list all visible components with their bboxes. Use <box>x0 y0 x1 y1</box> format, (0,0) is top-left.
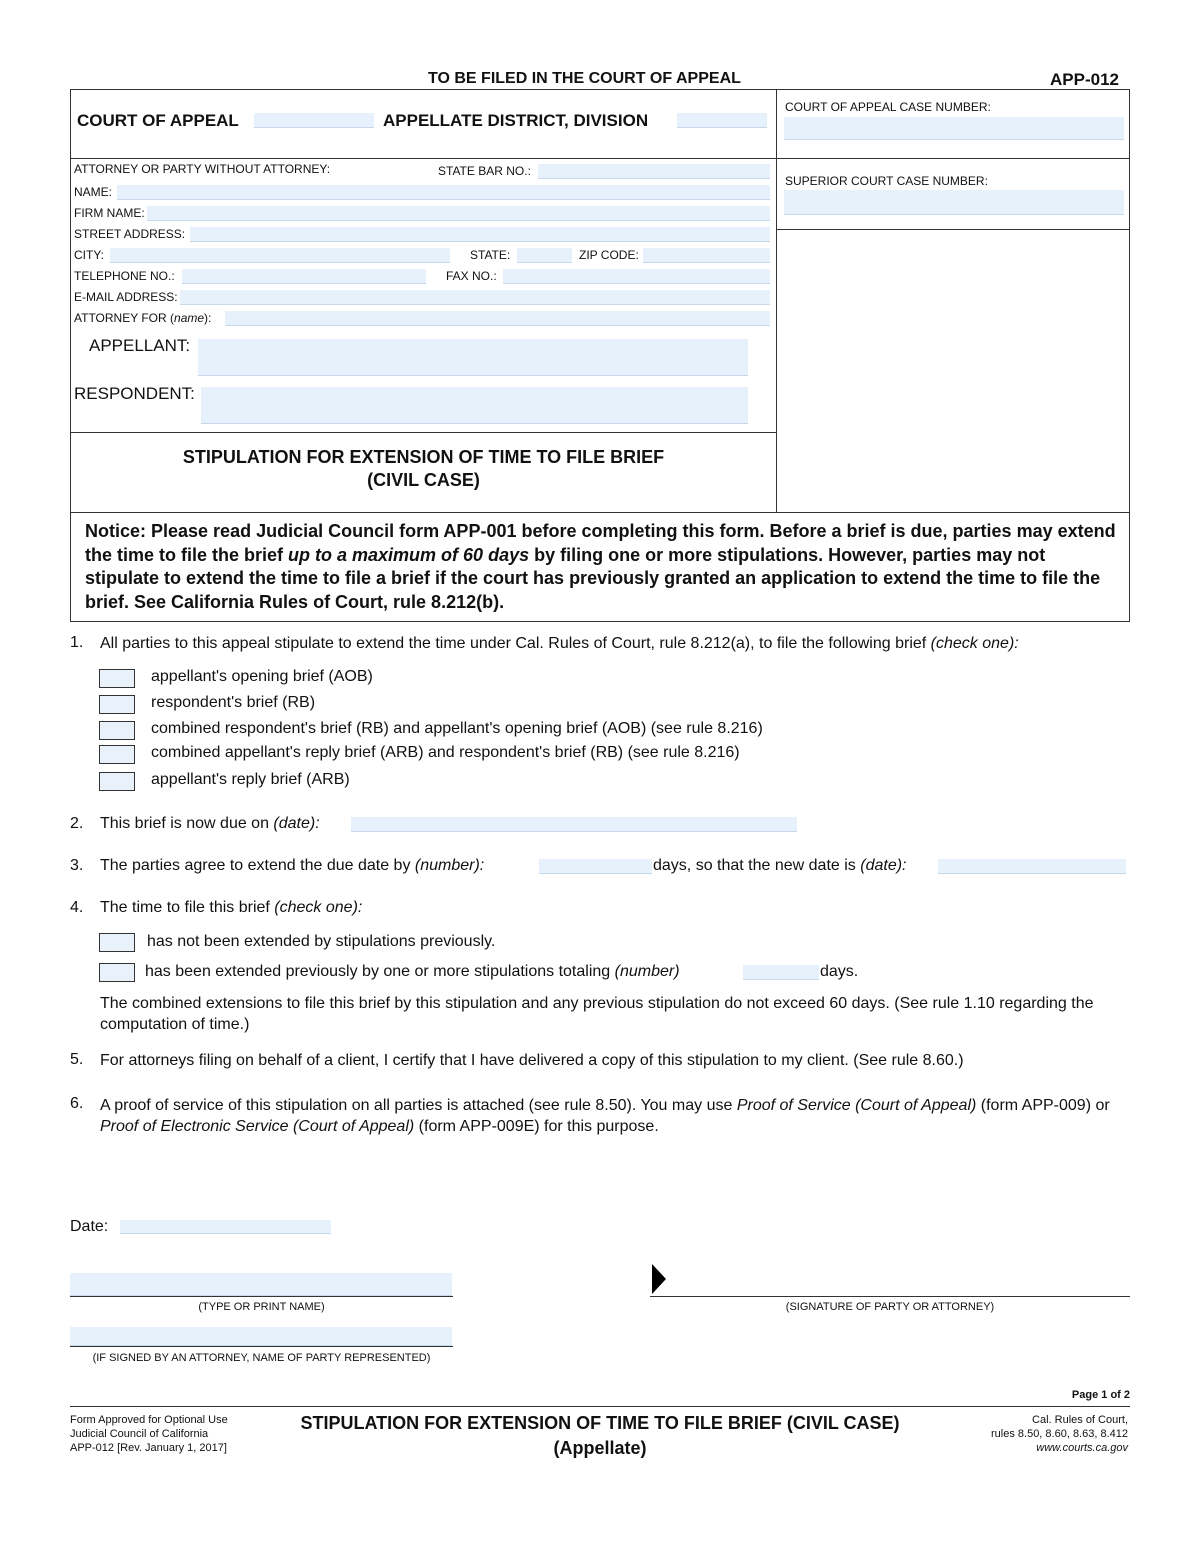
aob-option-label: appellant's opening brief (AOB) <box>151 668 373 685</box>
party-represented-line <box>70 1346 453 1347</box>
attorney-for-label <box>74 311 211 325</box>
appellate-district-label: APPELLATE DISTRICT, DIVISION <box>383 111 649 130</box>
footer-rules-label: Cal. Rules of Court, <box>1032 1414 1128 1426</box>
item6-text1: A proof of service of this stipulation on all parties is attached (see rule 8.50). You may use <box>100 1097 737 1114</box>
email-label: E-MAIL ADDRESS: <box>74 290 178 304</box>
attorney-for-prefix: ATTORNEY FOR ( <box>74 311 175 325</box>
footer-rules-list: rules 8.50, 8.60, 8.63, 8.412 <box>991 1428 1128 1440</box>
current-due-date-field[interactable] <box>351 817 797 832</box>
extended-days-label: days. <box>820 963 859 980</box>
footer-council: Judicial Council of California <box>70 1428 209 1440</box>
not-extended-label: has not been extended by stipulations previously. <box>147 933 496 950</box>
footer-website-link[interactable]: www.courts.ca.gov <box>1036 1442 1128 1454</box>
notice-top-border <box>70 512 1130 513</box>
form-title-line2: (CIVIL CASE) <box>367 470 480 490</box>
print-name-line <box>70 1296 453 1297</box>
form-number: APP-012 <box>1050 70 1119 89</box>
caption-top-border <box>70 89 1130 90</box>
party-represented-caption: (IF SIGNED BY AN ATTORNEY, NAME OF PARTY REPRESENTED) <box>92 1352 431 1364</box>
telephone-label: TELEPHONE NO.: <box>74 269 175 283</box>
superior-case-number-label: SUPERIOR COURT CASE NUMBER: <box>785 174 988 188</box>
item1-text-main: All parties to this appeal stipulate to extend the time under Cal. Rules of Court, rule 8.212(a), to file the following brief <box>100 635 931 652</box>
city-field[interactable] <box>110 248 450 263</box>
arb-rb-option-label: combined appellant's reply brief (ARB) and respondent's brief (RB) (see rule 8.216) <box>151 744 740 761</box>
form-title-line1: STIPULATION FOR EXTENSION OF TIME TO FILE BRIEF <box>182 447 665 467</box>
item4-text-main: The time to file this brief <box>100 899 275 916</box>
item2-text-main: This brief is now due on <box>100 815 274 832</box>
form-title <box>70 446 777 492</box>
filed-in-heading: TO BE FILED IN THE COURT OF APPEAL <box>428 70 741 87</box>
item4-text <box>100 899 362 917</box>
footer-approval: Form Approved for Optional Use <box>70 1414 228 1426</box>
item2-number: 2. <box>70 815 84 832</box>
state-bar-field[interactable] <box>538 164 770 179</box>
item3-number-hint: (number): <box>414 857 485 874</box>
aob-checkbox[interactable] <box>99 669 135 688</box>
district-field[interactable] <box>254 113 374 128</box>
extended-label-main: has been extended previously by one or more stipulations totaling <box>145 963 615 980</box>
zip-code-field[interactable] <box>643 248 770 263</box>
previous-extension-days-field[interactable] <box>743 965 819 980</box>
item3-days: days, <box>653 857 692 874</box>
arb-checkbox[interactable] <box>99 772 135 791</box>
signature-caption: (SIGNATURE OF PARTY OR ATTORNEY) <box>785 1301 995 1313</box>
telephone-field[interactable] <box>182 269 426 284</box>
attorney-for-name-hint: name <box>174 311 205 325</box>
footer-right <box>930 1413 1128 1455</box>
item6-text3: (form APP-009E) for this purpose. <box>414 1118 659 1135</box>
caption-row-divider <box>70 158 1130 159</box>
attorney-for-field[interactable] <box>225 311 770 326</box>
extended-checkbox[interactable] <box>99 963 135 982</box>
firm-name-field[interactable] <box>147 206 770 221</box>
firm-name-label: FIRM NAME: <box>74 206 145 220</box>
footer-title-line2: (Appellate) <box>553 1438 647 1458</box>
street-address-field[interactable] <box>190 227 770 242</box>
footer-title-line1: STIPULATION FOR EXTENSION OF TIME TO FILE BRIEF (CIVIL CASE) <box>300 1413 900 1433</box>
coa-case-number-field[interactable] <box>784 117 1124 140</box>
item1-number: 1. <box>70 634 84 651</box>
name-label: NAME: <box>74 185 113 199</box>
notice-emphasis: up to a maximum of 60 days <box>288 544 530 565</box>
date-label: Date: <box>70 1218 109 1235</box>
item6-text <box>100 1095 1130 1137</box>
footer-title <box>250 1411 950 1461</box>
rb-aob-option-label: combined respondent's brief (RB) and appellant's opening brief (AOB) (see rule 8.216) <box>151 720 763 737</box>
item3-text-main: The parties agree to extend the due date by <box>100 857 415 874</box>
zip-code-label: ZIP CODE: <box>579 248 639 262</box>
arb-option-label: appellant's reply brief (ARB) <box>151 771 350 788</box>
title-divider <box>70 432 777 433</box>
item3-new-date-text <box>653 857 907 875</box>
appellant-label: APPELLANT: <box>89 336 191 355</box>
print-name-caption: (TYPE OR PRINT NAME) <box>198 1301 325 1313</box>
case-number-divider <box>776 229 1130 230</box>
item5-text: For attorneys filing on behalf of a client, I certify that I have delivered a copy of this stipulation to my client. (See rule 8.60.) <box>100 1052 964 1069</box>
attorney-for-suffix: ): <box>204 311 212 325</box>
page-number: Page 1 of 2 <box>1071 1389 1130 1401</box>
division-field[interactable] <box>677 113 767 128</box>
superior-case-number-field[interactable] <box>784 190 1124 215</box>
footer-revision: APP-012 [Rev. January 1, 2017] <box>70 1442 227 1454</box>
attorney-or-party-label: ATTORNEY OR PARTY WITHOUT ATTORNEY: <box>74 162 331 176</box>
item6-text2: (form APP-009) or <box>976 1097 1110 1114</box>
respondent-label: RESPONDENT: <box>74 384 195 403</box>
rb-option-label: respondent's brief (RB) <box>151 694 316 711</box>
item3-text <box>100 857 484 875</box>
signature-line[interactable] <box>650 1296 1130 1297</box>
notice-part1: Notice: Please read Judicial Council form APP-001 before completing this form. Before a brief is due, parties may extend the time to file the brief <box>85 521 1116 565</box>
footer-rule <box>70 1406 1130 1407</box>
print-name-field[interactable] <box>70 1273 452 1296</box>
rb-checkbox[interactable] <box>99 695 135 714</box>
new-due-date-field[interactable] <box>938 859 1126 874</box>
item6-number: 6. <box>70 1095 84 1112</box>
item1-text <box>100 635 1130 653</box>
combined-extensions-text: The combined extensions to file this brief by this stipulation and any previous stipulation do not exceed 60 days. (See rule 1.10 regarding the computation of time.) <box>100 995 1094 1033</box>
item2-date-hint: (date): <box>273 815 320 832</box>
extended-number-hint: (number) <box>614 963 680 980</box>
item3-new-date-label: so that the new date is <box>691 857 861 874</box>
state-label: STATE: <box>470 248 511 262</box>
arb-rb-checkbox[interactable] <box>99 745 135 764</box>
caption-left-border <box>70 89 71 622</box>
rb-aob-checkbox[interactable] <box>99 721 135 740</box>
name-field[interactable] <box>117 185 770 200</box>
item6-poes-form: Proof of Electronic Service (Court of Appeal) <box>100 1118 415 1135</box>
notice-text <box>85 520 1117 614</box>
item3-date-hint: (date): <box>860 857 907 874</box>
court-of-appeal-label: COURT OF APPEAL <box>77 111 239 130</box>
item4-number: 4. <box>70 899 84 916</box>
email-field[interactable] <box>180 290 770 305</box>
respondent-field[interactable] <box>201 387 748 424</box>
appellant-field[interactable] <box>198 339 748 376</box>
extended-label <box>145 963 680 981</box>
signature-arrow-icon <box>650 1262 668 1296</box>
notice-bottom-border <box>70 621 1130 622</box>
notice-part2: by filing one or more stipulations. However, parties may not stipulate to extend the time to file a brief if the court has previously granted an application to extend the time to file the brief. See California Rules of Court, rule 8.212(b). <box>85 544 1101 612</box>
party-represented-field[interactable] <box>70 1327 452 1346</box>
coa-case-number-label: COURT OF APPEAL CASE NUMBER: <box>785 100 991 114</box>
fax-field[interactable] <box>503 269 770 284</box>
item5-number: 5. <box>70 1051 84 1068</box>
city-label: CITY: <box>74 248 105 262</box>
item2-text <box>100 815 320 833</box>
footer-left <box>70 1413 228 1455</box>
signature-date-field[interactable] <box>120 1220 331 1234</box>
state-field[interactable] <box>517 248 572 263</box>
item3-number: 3. <box>70 857 84 874</box>
caption-right-border <box>1129 89 1130 622</box>
item6-pos-form: Proof of Service (Court of Appeal) <box>736 1097 977 1114</box>
fax-label: FAX NO.: <box>446 269 497 283</box>
item1-check-one: (check one): <box>930 635 1019 652</box>
not-extended-checkbox[interactable] <box>99 933 135 952</box>
extension-days-field[interactable] <box>539 859 652 874</box>
item4-check-one: (check one): <box>274 899 363 916</box>
state-bar-label: STATE BAR NO.: <box>438 164 531 178</box>
street-address-label: STREET ADDRESS: <box>74 227 186 241</box>
